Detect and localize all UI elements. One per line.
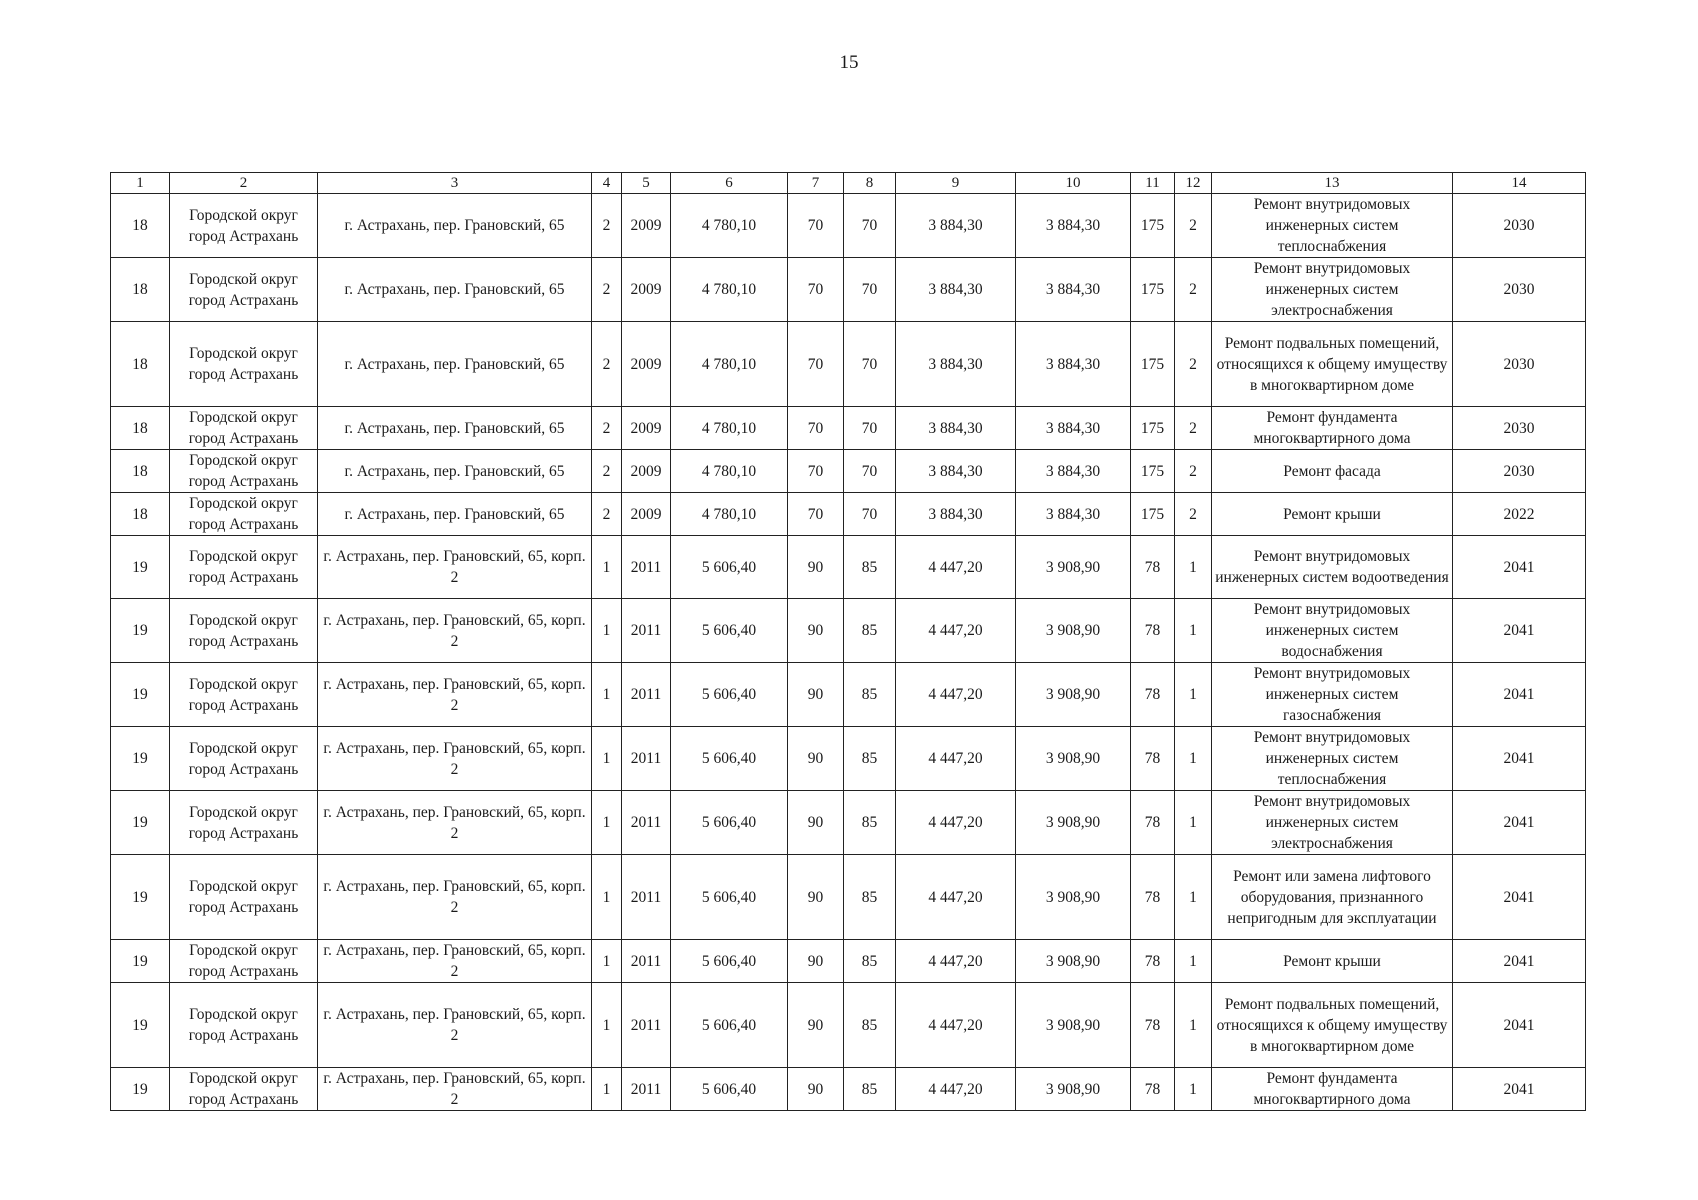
table-row: [111, 194, 1586, 258]
col-col4: 1: [592, 940, 622, 983]
col-col4: 2: [592, 258, 622, 322]
col-col7: 90: [788, 791, 844, 855]
col-area: 4 780,10: [671, 450, 788, 493]
col-row-number: 19: [111, 599, 170, 663]
col-col10: 3 908,90: [1016, 791, 1131, 855]
table-row: [111, 536, 1586, 599]
col-col8: 85: [844, 1068, 896, 1111]
col-col8: 85: [844, 536, 896, 599]
col-col12: 2: [1175, 493, 1212, 536]
col-col10: 3 908,90: [1016, 599, 1131, 663]
column-header-12: 12: [1175, 173, 1212, 194]
col-col9: 3 884,30: [896, 450, 1016, 493]
col-col4: 2: [592, 407, 622, 450]
col-col7: 90: [788, 727, 844, 791]
column-header-13: 13: [1212, 173, 1453, 194]
col-address: г. Астрахань, пер. Грановский, 65, корп. 2: [318, 1068, 592, 1111]
col-municipality: Городской округ город Астрахань: [170, 855, 318, 940]
col-address: г. Астрахань, пер. Грановский, 65, корп. 2: [318, 791, 592, 855]
col-work-type: Ремонт внутридомовых инженерных систем водоотведения: [1212, 536, 1453, 599]
col-col11: 175: [1131, 194, 1175, 258]
col-col9: 4 447,20: [896, 983, 1016, 1068]
table-row: [111, 940, 1586, 983]
col-col12: 1: [1175, 663, 1212, 727]
table-row: [111, 983, 1586, 1068]
col-planned-year: 2022: [1453, 493, 1586, 536]
col-address: г. Астрахань, пер. Грановский, 65, корп. 2: [318, 599, 592, 663]
column-number-header: [111, 173, 1586, 194]
col-col8: 70: [844, 194, 896, 258]
col-planned-year: 2030: [1453, 407, 1586, 450]
col-municipality: Городской округ город Астрахань: [170, 493, 318, 536]
col-col4: 1: [592, 791, 622, 855]
col-col7: 90: [788, 536, 844, 599]
col-year: 2011: [622, 855, 671, 940]
col-col8: 70: [844, 493, 896, 536]
column-header-14: 14: [1453, 173, 1586, 194]
col-planned-year: 2030: [1453, 450, 1586, 493]
col-area: 5 606,40: [671, 791, 788, 855]
col-col11: 175: [1131, 258, 1175, 322]
col-work-type: Ремонт подвальных помещений, относящихся к общему имуществу в многоквартирном доме: [1212, 983, 1453, 1068]
col-row-number: 19: [111, 663, 170, 727]
col-year: 2011: [622, 663, 671, 727]
col-col10: 3 908,90: [1016, 855, 1131, 940]
col-work-type: Ремонт внутридомовых инженерных систем теплоснабжения: [1212, 727, 1453, 791]
col-col11: 175: [1131, 493, 1175, 536]
col-address: г. Астрахань, пер. Грановский, 65: [318, 322, 592, 407]
col-area: 4 780,10: [671, 194, 788, 258]
table-row: [111, 1068, 1586, 1111]
column-header-5: 5: [622, 173, 671, 194]
col-municipality: Городской округ город Астрахань: [170, 791, 318, 855]
col-col10: 3 908,90: [1016, 1068, 1131, 1111]
col-municipality: Городской округ город Астрахань: [170, 940, 318, 983]
col-municipality: Городской округ город Астрахань: [170, 983, 318, 1068]
table-row: [111, 663, 1586, 727]
col-row-number: 18: [111, 407, 170, 450]
col-col12: 1: [1175, 1068, 1212, 1111]
col-municipality: Городской округ город Астрахань: [170, 322, 318, 407]
col-col11: 78: [1131, 983, 1175, 1068]
column-header-3: 3: [318, 173, 592, 194]
col-area: 4 780,10: [671, 322, 788, 407]
col-year: 2011: [622, 983, 671, 1068]
col-municipality: Городской округ город Астрахань: [170, 599, 318, 663]
col-municipality: Городской округ город Астрахань: [170, 450, 318, 493]
col-col4: 1: [592, 855, 622, 940]
col-col8: 85: [844, 599, 896, 663]
col-work-type: Ремонт подвальных помещений, относящихся к общему имуществу в многоквартирном доме: [1212, 322, 1453, 407]
col-col9: 3 884,30: [896, 407, 1016, 450]
col-col4: 1: [592, 983, 622, 1068]
col-col11: 78: [1131, 855, 1175, 940]
col-work-type: Ремонт фундамента многоквартирного дома: [1212, 1068, 1453, 1111]
col-planned-year: 2041: [1453, 855, 1586, 940]
col-col9: 4 447,20: [896, 536, 1016, 599]
col-col4: 2: [592, 493, 622, 536]
col-col11: 78: [1131, 536, 1175, 599]
col-col12: 1: [1175, 727, 1212, 791]
table-row: [111, 599, 1586, 663]
col-address: г. Астрахань, пер. Грановский, 65, корп. 2: [318, 727, 592, 791]
col-col7: 90: [788, 940, 844, 983]
col-address: г. Астрахань, пер. Грановский, 65, корп. 2: [318, 536, 592, 599]
col-col4: 2: [592, 194, 622, 258]
page-number: 15: [839, 52, 859, 73]
col-col4: 1: [592, 536, 622, 599]
table-row: [111, 258, 1586, 322]
col-col4: 2: [592, 450, 622, 493]
col-col11: 78: [1131, 727, 1175, 791]
col-col7: 70: [788, 407, 844, 450]
col-year: 2009: [622, 258, 671, 322]
col-col10: 3 884,30: [1016, 194, 1131, 258]
col-work-type: Ремонт крыши: [1212, 940, 1453, 983]
col-area: 5 606,40: [671, 1068, 788, 1111]
col-year: 2009: [622, 493, 671, 536]
col-col10: 3 908,90: [1016, 663, 1131, 727]
col-address: г. Астрахань, пер. Грановский, 65: [318, 493, 592, 536]
col-col10: 3 884,30: [1016, 322, 1131, 407]
col-col7: 90: [788, 983, 844, 1068]
col-col9: 4 447,20: [896, 599, 1016, 663]
col-col4: 1: [592, 663, 622, 727]
col-col8: 85: [844, 727, 896, 791]
col-address: г. Астрахань, пер. Грановский, 65, корп. 2: [318, 983, 592, 1068]
col-planned-year: 2041: [1453, 663, 1586, 727]
col-area: 5 606,40: [671, 983, 788, 1068]
col-col8: 70: [844, 450, 896, 493]
col-col12: 1: [1175, 599, 1212, 663]
col-work-type: Ремонт внутридомовых инженерных систем газоснабжения: [1212, 663, 1453, 727]
column-header-4: 4: [592, 173, 622, 194]
col-col11: 78: [1131, 791, 1175, 855]
col-col11: 78: [1131, 663, 1175, 727]
col-area: 4 780,10: [671, 407, 788, 450]
col-work-type: Ремонт или замена лифтового оборудования, признанного непригодным для эксплуатации: [1212, 855, 1453, 940]
col-col12: 2: [1175, 407, 1212, 450]
col-col4: 1: [592, 1068, 622, 1111]
col-col11: 78: [1131, 1068, 1175, 1111]
col-col10: 3 908,90: [1016, 983, 1131, 1068]
col-col4: 1: [592, 599, 622, 663]
col-col9: 4 447,20: [896, 727, 1016, 791]
col-address: г. Астрахань, пер. Грановский, 65, корп. 2: [318, 940, 592, 983]
col-col12: 1: [1175, 855, 1212, 940]
col-row-number: 18: [111, 258, 170, 322]
col-col9: 4 447,20: [896, 1068, 1016, 1111]
col-work-type: Ремонт внутридомовых инженерных систем водоснабжения: [1212, 599, 1453, 663]
col-municipality: Городской округ город Астрахань: [170, 258, 318, 322]
col-row-number: 19: [111, 791, 170, 855]
col-row-number: 19: [111, 983, 170, 1068]
col-year: 2011: [622, 1068, 671, 1111]
col-col8: 85: [844, 855, 896, 940]
col-row-number: 19: [111, 727, 170, 791]
col-year: 2009: [622, 407, 671, 450]
col-municipality: Городской округ город Астрахань: [170, 536, 318, 599]
col-col10: 3 908,90: [1016, 940, 1131, 983]
col-planned-year: 2041: [1453, 791, 1586, 855]
col-planned-year: 2030: [1453, 322, 1586, 407]
col-year: 2011: [622, 727, 671, 791]
table-row: [111, 791, 1586, 855]
column-header-2: 2: [170, 173, 318, 194]
col-col10: 3 908,90: [1016, 536, 1131, 599]
col-work-type: Ремонт внутридомовых инженерных систем электроснабжения: [1212, 791, 1453, 855]
column-header-8: 8: [844, 173, 896, 194]
col-address: г. Астрахань, пер. Грановский, 65: [318, 194, 592, 258]
col-col11: 78: [1131, 599, 1175, 663]
col-year: 2009: [622, 450, 671, 493]
col-planned-year: 2041: [1453, 940, 1586, 983]
col-row-number: 18: [111, 322, 170, 407]
col-work-type: Ремонт фундамента многоквартирного дома: [1212, 407, 1453, 450]
col-row-number: 18: [111, 493, 170, 536]
col-area: 4 780,10: [671, 258, 788, 322]
col-row-number: 18: [111, 194, 170, 258]
col-address: г. Астрахань, пер. Грановский, 65, корп. 2: [318, 663, 592, 727]
col-area: 5 606,40: [671, 727, 788, 791]
col-planned-year: 2041: [1453, 727, 1586, 791]
header-row: [111, 173, 1586, 194]
col-area: 5 606,40: [671, 536, 788, 599]
col-col10: 3 884,30: [1016, 258, 1131, 322]
col-area: 5 606,40: [671, 663, 788, 727]
column-header-11: 11: [1131, 173, 1175, 194]
col-col9: 4 447,20: [896, 940, 1016, 983]
col-col9: 3 884,30: [896, 322, 1016, 407]
col-col7: 70: [788, 258, 844, 322]
col-work-type: Ремонт крыши: [1212, 493, 1453, 536]
column-header-9: 9: [896, 173, 1016, 194]
col-work-type: Ремонт внутридомовых инженерных систем теплоснабжения: [1212, 194, 1453, 258]
col-address: г. Астрахань, пер. Грановский, 65: [318, 450, 592, 493]
col-col11: 175: [1131, 450, 1175, 493]
col-area: 5 606,40: [671, 599, 788, 663]
col-col12: 1: [1175, 536, 1212, 599]
col-address: г. Астрахань, пер. Грановский, 65: [318, 258, 592, 322]
col-col7: 90: [788, 855, 844, 940]
col-year: 2009: [622, 322, 671, 407]
col-year: 2011: [622, 536, 671, 599]
col-col12: 1: [1175, 983, 1212, 1068]
col-col9: 4 447,20: [896, 855, 1016, 940]
column-header-7: 7: [788, 173, 844, 194]
column-header-6: 6: [671, 173, 788, 194]
table-row: [111, 322, 1586, 407]
col-col7: 90: [788, 1068, 844, 1111]
col-year: 2009: [622, 194, 671, 258]
table-body: [111, 194, 1586, 1111]
col-municipality: Городской округ город Астрахань: [170, 407, 318, 450]
col-col8: 70: [844, 407, 896, 450]
col-year: 2011: [622, 940, 671, 983]
col-col12: 2: [1175, 450, 1212, 493]
col-area: 4 780,10: [671, 493, 788, 536]
col-row-number: 19: [111, 536, 170, 599]
col-planned-year: 2041: [1453, 1068, 1586, 1111]
table-row: [111, 855, 1586, 940]
col-col7: 70: [788, 194, 844, 258]
col-work-type: Ремонт внутридомовых инженерных систем электроснабжения: [1212, 258, 1453, 322]
col-col10: 3 908,90: [1016, 727, 1131, 791]
col-planned-year: 2041: [1453, 536, 1586, 599]
col-col4: 2: [592, 322, 622, 407]
col-col8: 70: [844, 258, 896, 322]
col-col8: 85: [844, 791, 896, 855]
col-col12: 1: [1175, 791, 1212, 855]
col-col9: 3 884,30: [896, 258, 1016, 322]
col-col10: 3 884,30: [1016, 493, 1131, 536]
col-address: г. Астрахань, пер. Грановский, 65, корп. 2: [318, 855, 592, 940]
col-col8: 85: [844, 983, 896, 1068]
col-year: 2011: [622, 791, 671, 855]
col-col8: 85: [844, 663, 896, 727]
col-col9: 3 884,30: [896, 493, 1016, 536]
col-col10: 3 884,30: [1016, 407, 1131, 450]
table-row: [111, 493, 1586, 536]
col-col10: 3 884,30: [1016, 450, 1131, 493]
col-municipality: Городской округ город Астрахань: [170, 1068, 318, 1111]
col-year: 2011: [622, 599, 671, 663]
col-col11: 78: [1131, 940, 1175, 983]
col-area: 5 606,40: [671, 940, 788, 983]
capital-repair-table: [110, 172, 1586, 1111]
col-col7: 90: [788, 599, 844, 663]
col-row-number: 18: [111, 450, 170, 493]
col-col12: 1: [1175, 940, 1212, 983]
col-col8: 70: [844, 322, 896, 407]
col-planned-year: 2030: [1453, 194, 1586, 258]
col-planned-year: 2030: [1453, 258, 1586, 322]
col-municipality: Городской округ город Астрахань: [170, 194, 318, 258]
col-col7: 70: [788, 493, 844, 536]
table-row: [111, 450, 1586, 493]
col-col12: 2: [1175, 258, 1212, 322]
col-col12: 2: [1175, 322, 1212, 407]
col-row-number: 19: [111, 1068, 170, 1111]
col-municipality: Городской округ город Астрахань: [170, 727, 318, 791]
col-col7: 70: [788, 322, 844, 407]
col-col4: 1: [592, 727, 622, 791]
col-address: г. Астрахань, пер. Грановский, 65: [318, 407, 592, 450]
col-col9: 3 884,30: [896, 194, 1016, 258]
col-col11: 175: [1131, 322, 1175, 407]
col-work-type: Ремонт фасада: [1212, 450, 1453, 493]
column-header-1: 1: [111, 173, 170, 194]
col-row-number: 19: [111, 940, 170, 983]
table-row: [111, 407, 1586, 450]
col-row-number: 19: [111, 855, 170, 940]
column-header-10: 10: [1016, 173, 1131, 194]
col-col9: 4 447,20: [896, 791, 1016, 855]
col-col12: 2: [1175, 194, 1212, 258]
col-col11: 175: [1131, 407, 1175, 450]
col-col9: 4 447,20: [896, 663, 1016, 727]
col-planned-year: 2041: [1453, 983, 1586, 1068]
col-area: 5 606,40: [671, 855, 788, 940]
col-col8: 85: [844, 940, 896, 983]
col-col7: 90: [788, 663, 844, 727]
table-row: [111, 727, 1586, 791]
col-planned-year: 2041: [1453, 599, 1586, 663]
col-municipality: Городской округ город Астрахань: [170, 663, 318, 727]
col-col7: 70: [788, 450, 844, 493]
